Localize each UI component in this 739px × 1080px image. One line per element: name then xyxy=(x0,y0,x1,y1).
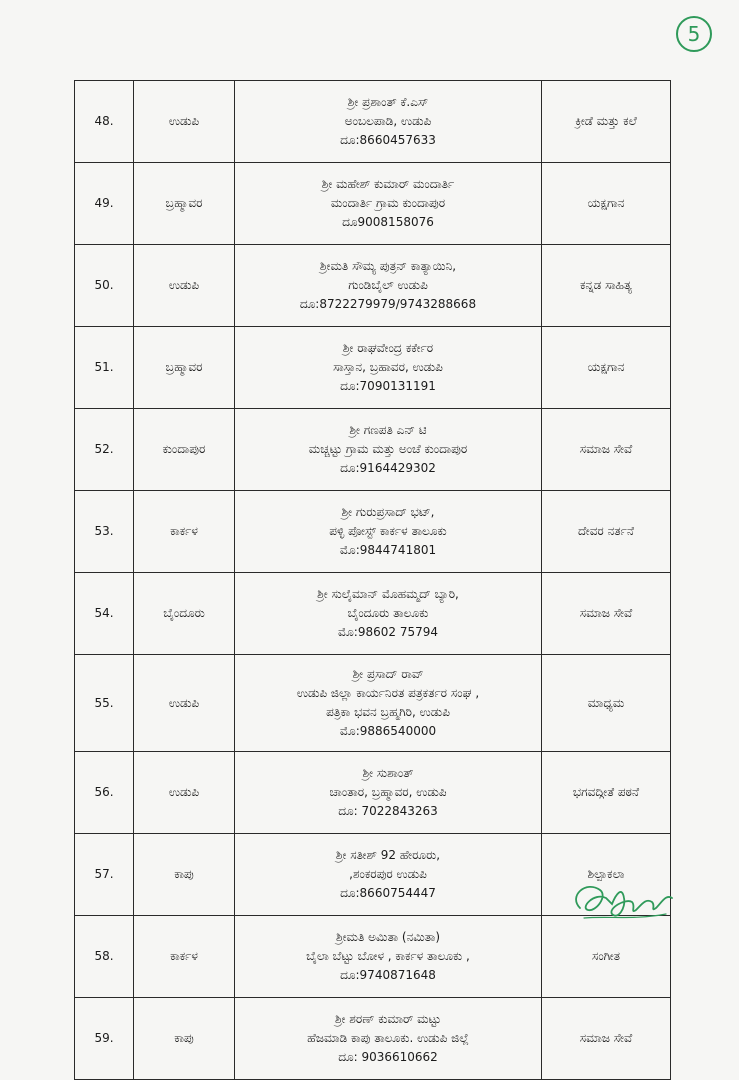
table-row xyxy=(75,998,671,1080)
person-details xyxy=(235,834,542,916)
field-of-work: ಸಮಾಜ ಸೇವೆ xyxy=(542,573,671,655)
phone-number: ಮೊ:98602 75794 xyxy=(337,625,439,639)
taluk-name: ಕಾರ್ಕಳ xyxy=(134,916,235,998)
taluk-name: ಉಡುಪಿ xyxy=(134,245,235,327)
field-of-work: ಕ್ರೀಡೆ ಮತ್ತು ಕಲೆ xyxy=(542,81,671,163)
taluk-name: ಬ್ರಹ್ಮಾವರ xyxy=(134,327,235,409)
address-line: ಪಳ್ಳಿ ಪೋಸ್ಟ್ ಕಾರ್ಕಳ ತಾಲೂಕು xyxy=(329,524,447,538)
address-line: ಬೈಲಾ ಬೆಟ್ಟು ಬೋಳ , ಕಾರ್ಕಳ ತಾಲೂಕು , xyxy=(306,949,470,963)
taluk-name: ಉಡುಪಿ xyxy=(134,81,235,163)
serial-number: 58. xyxy=(75,916,134,998)
phone-number: ದೂ: 7022843263 xyxy=(338,804,438,818)
person-name: ಶ್ರೀ ಸುಲೈಮಾನ್ ಮೊಹಮ್ಮದ್ ಬ್ಯಾರಿ, xyxy=(317,587,459,601)
serial-number: 51. xyxy=(75,327,134,409)
field-of-work: ಭಗವದ್ಗೀತೆ ಪಠನೆ xyxy=(542,752,671,834)
person-details xyxy=(235,327,542,409)
signature-icon xyxy=(566,868,686,928)
phone-number: ದೂ:9164429302 xyxy=(340,461,436,475)
serial-number: 53. xyxy=(75,491,134,573)
serial-number: 52. xyxy=(75,409,134,491)
phone-number: ದೂ:8660754447 xyxy=(340,886,436,900)
taluk-name: ಬೈಂದೂರು xyxy=(134,573,235,655)
taluk-name: ಕಾಪು xyxy=(134,834,235,916)
serial-number: 48. xyxy=(75,81,134,163)
phone-number: ದೂ:8722279979/9743288668 xyxy=(299,297,477,311)
field-of-work: ಕನ್ನಡ ಸಾಹಿತ್ಯ xyxy=(542,245,671,327)
serial-number: 57. xyxy=(75,834,134,916)
field-of-work: ಸಮಾಜ ಸೇವೆ xyxy=(542,409,671,491)
records-table xyxy=(74,80,671,1080)
person-details xyxy=(235,81,542,163)
address-line: ಗುಂಡಿಬೈಲ್ ಉಡುಪಿ xyxy=(348,278,428,292)
phone-number: ದೂ:8660457633 xyxy=(340,133,436,147)
person-name: ಶ್ರೀ ಸತೀಶ್ 92 ಹೇರೂರು, xyxy=(335,848,441,862)
table-row xyxy=(75,752,671,834)
person-name: ಶ್ರೀ ಪ್ರಸಾದ್ ರಾವ್ xyxy=(352,667,424,681)
address-line: ಅಂಬಲಪಾಡಿ, ಉಡುಪಿ xyxy=(344,114,432,128)
serial-number: 49. xyxy=(75,163,134,245)
phone-number: ಮೊ:9844741801 xyxy=(339,543,437,557)
person-name: ಶ್ರೀ ಗಣಪತಿ ಎನ್ ಟಿ xyxy=(349,423,427,437)
address-line: ,ಶಂಕರಪುರ ಉಡುಪಿ xyxy=(349,867,427,881)
address-line: ಉಡುಪಿ ಜಿಲ್ಲಾ ಕಾರ್ಯನಿರತ ಪತ್ರಕರ್ತರ ಸಂಘ , xyxy=(296,686,480,700)
serial-number: 50. xyxy=(75,245,134,327)
field-of-work: ಯಕ್ಷಗಾನ xyxy=(542,327,671,409)
table-row xyxy=(75,655,671,752)
table-row xyxy=(75,81,671,163)
person-details xyxy=(235,752,542,834)
taluk-name: ಉಡುಪಿ xyxy=(134,752,235,834)
field-of-work: ಸಂಗೀತ xyxy=(542,916,671,998)
address-line: ಮಂದಾರ್ತಿ ಗ್ರಾಮ ಕುಂದಾಪುರ xyxy=(330,196,446,210)
table-row xyxy=(75,409,671,491)
person-name: ಶ್ರೀ ಮಹೇಶ್ ಕುಮಾರ್ ಮಂದಾರ್ತಿ xyxy=(321,177,455,191)
person-name: ಶ್ರೀಮತಿ ಅಮಿತಾ (ನಮಿತಾ) xyxy=(335,930,441,944)
address-line: ಸಾಸ್ತಾನ, ಬ್ರಹಾವರ, ಉಡುಪಿ xyxy=(333,360,443,374)
person-name: ಶ್ರೀ ಶರಣ್ ಕುಮಾರ್ ಮಟ್ಟು xyxy=(334,1012,442,1026)
serial-number: 59. xyxy=(75,998,134,1080)
person-details xyxy=(235,655,542,752)
phone-number: ಮೊ:9886540000 xyxy=(339,724,437,738)
taluk-name: ಕಾರ್ಕಳ xyxy=(134,491,235,573)
address-line: ಚಾಂತಾರ, ಬ್ರಹ್ಮಾವರ, ಉಡುಪಿ xyxy=(329,785,447,799)
person-details xyxy=(235,245,542,327)
field-of-work: ಸಮಾಜ ಸೇವೆ xyxy=(542,998,671,1080)
address-line: ಬೈಂದೂರು ತಾಲೂಕು xyxy=(347,606,429,620)
field-of-work: ಯಕ್ಷಗಾನ xyxy=(542,163,671,245)
taluk-name: ಬ್ರಹ್ಮಾವರ xyxy=(134,163,235,245)
address-line: ಹೆಜಮಾಡಿ ಕಾಪು ತಾಲೂಕು. ಉಡುಪಿ ಜಿಲ್ಲೆ xyxy=(307,1031,469,1045)
page-number-mark: 5 xyxy=(676,16,712,52)
phone-number: ದೂ: 9036610662 xyxy=(338,1050,438,1064)
phone-number: ದೂ9008158076 xyxy=(342,215,434,229)
field-of-work: ಮಾಧ್ಯಮ xyxy=(542,655,671,752)
field-of-work: ದೇವರ ನರ್ತನೆ xyxy=(542,491,671,573)
address-line: ಪತ್ರಿಕಾ ಭವನ ಬ್ರಹ್ಮಗಿರಿ, ಉಡುಪಿ xyxy=(326,705,450,719)
table-row xyxy=(75,245,671,327)
person-name: ಶ್ರೀ ಪ್ರಶಾಂತ್ ಕೆ.ಎಸ್ xyxy=(347,95,429,109)
taluk-name: ಉಡುಪಿ xyxy=(134,655,235,752)
table-row xyxy=(75,163,671,245)
person-details xyxy=(235,409,542,491)
person-name: ಶ್ರೀ ರಾಘವೇಂದ್ರ ಕರ್ಕೇರ xyxy=(342,341,434,355)
field-of-work: ಶಿಲ್ಪಾಕಲಾ xyxy=(542,834,671,916)
taluk-name: ಕುಂದಾಪುರ xyxy=(134,409,235,491)
person-details xyxy=(235,163,542,245)
table-row xyxy=(75,491,671,573)
taluk-name: ಕಾಪು xyxy=(134,998,235,1080)
person-name: ಶ್ರೀ ಗುರುಪ್ರಸಾದ್ ಭಟ್, xyxy=(341,505,435,519)
table-row xyxy=(75,327,671,409)
person-details xyxy=(235,998,542,1080)
phone-number: ದೂ:7090131191 xyxy=(340,379,436,393)
person-details xyxy=(235,916,542,998)
table-row xyxy=(75,573,671,655)
person-name: ಶ್ರೀ ಸುಶಾಂತ್ xyxy=(362,766,414,780)
person-details xyxy=(235,573,542,655)
serial-number: 54. xyxy=(75,573,134,655)
address-line: ಮಚ್ಚಟ್ಟು ಗ್ರಾಮ ಮತ್ತು ಅಂಚೆ ಕುಂದಾಪುರ xyxy=(308,442,468,456)
serial-number: 56. xyxy=(75,752,134,834)
person-name: ಶ್ರೀಮತಿ ಸೌಮ್ಯ ಪುತ್ರನ್ ಕಾತ್ಯಾಯಿನಿ, xyxy=(319,259,457,273)
phone-number: ದೂ:9740871648 xyxy=(340,968,436,982)
person-details xyxy=(235,491,542,573)
serial-number: 55. xyxy=(75,655,134,752)
